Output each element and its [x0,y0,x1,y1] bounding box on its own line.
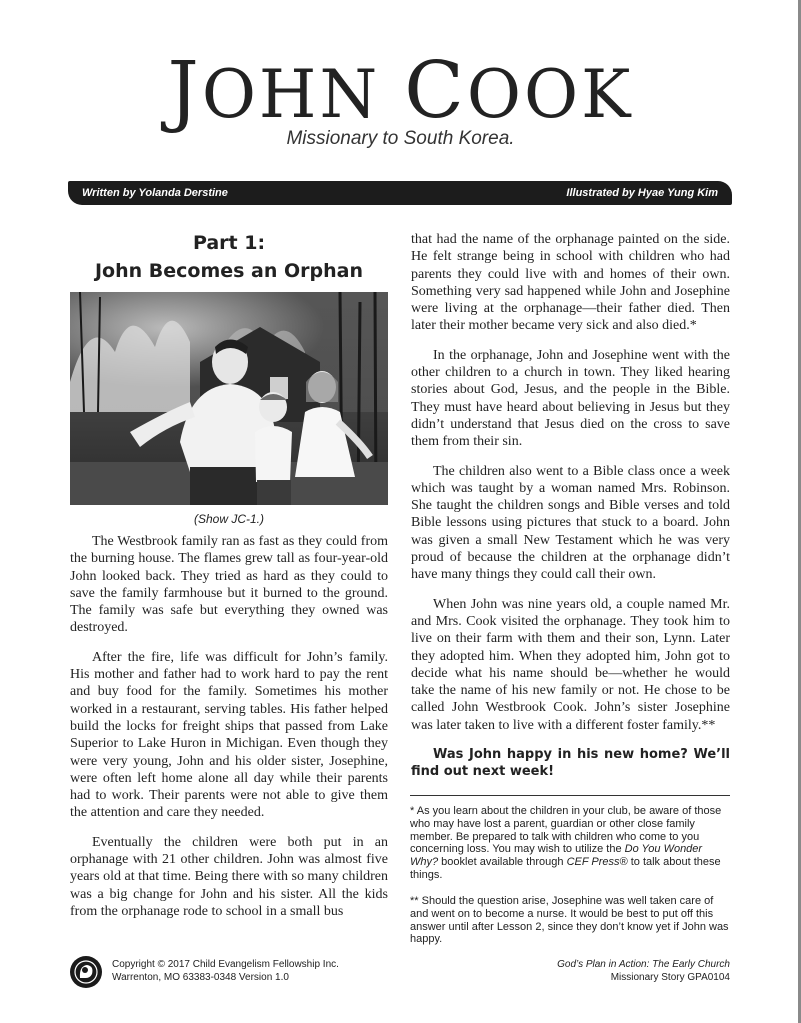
series-info [460,959,730,984]
paragraph-continuation: that had the name of the orphanage painted on the side. He felt strange being in school with children who had parents they could live with and homes of their own. Something very sad happened while John and Josephine were living at the orphanage—their father died. Then later their mother became very sick and also died.* [411,232,730,334]
paragraph-fire: The Westbrook family ran as fast as they could from the burning house. The flames grew tall as four-year-old John looked back. They tried as hard as they could to save the family farmhouse but it burned to the ground. The family was safe but everything they owned was destroyed. [70,534,388,636]
footnote-1-text-end: to talk about these things. [410,856,721,881]
title-word-cook: OOK [466,56,634,133]
part-title: John Becomes an Orphan [94,260,364,282]
footnote-1-text-middle: booklet available through [438,856,567,869]
title-word-john: OHN [201,56,405,133]
illustration-caption: (Show JC-1.) [193,512,264,526]
address-version-line: Warrenton, MO 63383-0348 Version 1.0 [112,971,289,983]
footnote-1-text: * As you learn about the children in your club, be aware of those who may have lost a parent, guardian or other close family member. Be prepared to talk with children who come to you concerning loss. You may wish to utilize the [410,805,722,856]
part-heading: Part 1: [192,232,266,254]
footnote-1-publisher: CEF Press® [566,856,628,869]
footnote-1 [410,805,730,882]
footnote-2: ** Should the question arise, Josephine was well taken care of and went on to become a nurse. It would be best to put off this answer until after Lesson 2, since they don’t know yet if John was happy. [410,895,729,946]
footnote-divider [410,795,730,796]
paragraph-church: In the orphanage, John and Josephine went with the other children to a church in town. They liked hearing stories about God, Jesus, and the people in the Bible. They must have heard about believing in Jesus but they didn’t understand that Jesus died on the cross to save them from their sin. [411,347,730,450]
series-title: God’s Plan in Action: The Early Church [557,959,730,970]
logo-mark [70,956,102,988]
copyright-line: Copyright © 2017 Child Evangelism Fellowship Inc. [112,959,339,970]
author-credit: Written by Yolanda Derstine [82,187,228,199]
page-subtitle: Missionary to South Korea. [286,128,515,149]
right-column [411,231,730,792]
copyright-notice [112,959,339,984]
illustration-drawing [70,292,388,505]
cef-logo-icon [70,956,102,988]
story-code: Missionary Story GPA0104 [610,971,730,983]
page-title [0,46,801,136]
closing-question: Was John happy in his new home? We’ll find out next week! [411,747,730,780]
left-column [70,533,388,920]
title-initial-j: J [167,46,202,136]
paragraph-after-fire: After the fire, life was difficult for John’s family. His mother and father had to work hard to pay the rent and buy food for the family. Sometimes his mother worked in a restaurant, serving tables. His father helped build the locks for freight ships that passed from Lake Superior to Lake Huron in Michigan. Even though they were very young, John and his older sister, Josephine, were often left home alone all day while their parents had to work. Their parents were not able to give them the attention and care they needed. [70,649,388,821]
paragraph-adoption: When John was nine years old, a couple named Mr. and Mrs. Cook visited the orphanage. They took him to live on their farm with them and their son, Lynn. Later they adopted him. When they adopted him, John got to decide what his name should be—whether he would take the name of his new family or not. He chose to be called John Westbrook Cook. John’s sister Josephine was later taken to live with a different foster family.** [411,596,730,733]
credits-banner [68,181,732,205]
illustrator-credit: Illustrated by Hyae Yung Kim [566,187,718,199]
paragraph-bible-class: The children also went to a Bible class once a week which was taught by a woman named Mrs. Robinson. She taught the children songs and Bible verses and told Bible lessons using pictures that stuck to a board. John was given a small New Testament which he was very proud of because the children at the orphanage didn’t have many things they could call their own. [411,463,730,583]
title-initial-c: C [404,46,467,136]
paragraph-orphanage: Eventually the children were both put in an orphanage with 21 other children. John was almost five years old at that time. Being there with so many children was a big change for John and his sister. All the kids from the orphanage rode to school in a small bus [70,834,388,919]
footnote-1-booklet-title: Do You Wonder Why? [410,843,703,869]
illustration-family-fleeing-fire [70,292,388,505]
